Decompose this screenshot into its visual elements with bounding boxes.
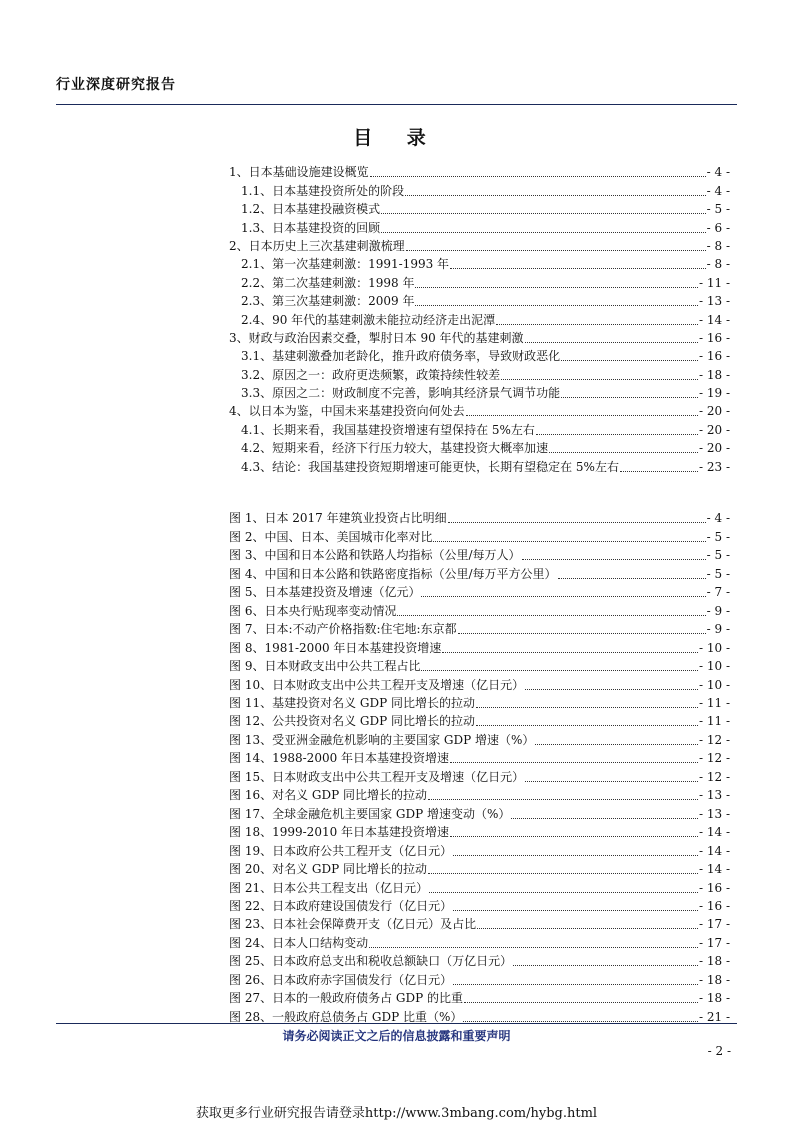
dot-leader [381,232,706,233]
figure-entry-label: 图 2、中国、日本、美国城市化率对比 [229,529,433,544]
figure-entry[interactable] [229,988,730,1006]
figure-entry[interactable] [229,619,730,637]
toc-entry[interactable] [229,236,730,254]
toc-entry-page: - 6 - [706,220,730,235]
figure-entry[interactable] [229,914,730,932]
figure-entry-label: 图 10、日本财政支出中公共工程开支及增速（亿日元） [229,677,525,692]
dot-leader [453,855,698,856]
figure-entry[interactable] [229,840,730,858]
dot-leader [370,176,706,177]
figure-entry-label: 图 6、日本央行贴现率变动情况 [229,603,397,618]
figure-entry-page: - 18 - [698,954,730,969]
figure-entry-label: 图 8、1981-2000 年日本基建投资增速 [229,640,442,655]
toc-entry-page: - 20 - [698,404,730,419]
figure-entry[interactable] [229,748,730,766]
figure-entry-page: - 4 - [706,511,730,526]
dot-leader [496,324,698,325]
dot-leader [415,287,698,288]
toc-entry-label: 1.3、日本基建投资的回顾 [241,220,381,235]
dot-leader [428,873,698,874]
figure-entry[interactable] [229,563,730,581]
figure-entry-label: 图 14、1988-2000 年日本基建投资增速 [229,751,450,766]
toc-entry-page: - 16 - [698,330,730,345]
figure-entry-label: 图 5、日本基建投资及增速（亿元） [229,585,421,600]
figure-entry-label: 图 23、日本社会保障费开支（亿日元）及占比 [229,917,477,932]
figure-entry-page: - 13 - [698,806,730,821]
figure-entry-label: 图 26、日本政府赤字国债发行（亿日元） [229,972,453,987]
toc-entry[interactable] [229,346,730,364]
toc-entry-label: 4.3、结论：我国基建投资短期增速可能更快，长期有望稳定在 5%左右 [241,459,619,474]
toc-entry-label: 2.2、第二次基建刺激：1998 年 [241,275,415,290]
dot-leader [421,670,698,671]
toc-entry-label: 1、日本基础设施建设概览 [229,165,369,180]
figure-entry-page: - 5 - [706,566,730,581]
figure-entry-page: - 9 - [706,622,730,637]
dot-leader [442,652,698,653]
toc-entry[interactable] [229,272,730,290]
toc-entry-page: - 8 - [706,238,730,253]
figure-entry[interactable] [229,822,730,840]
figure-entry-page: - 16 - [698,898,730,913]
figure-entry-label: 图 18、1999-2010 年日本基建投资增速 [229,825,450,840]
toc-entry-label: 3、财政与政治因素交叠，掣肘日本 90 年代的基建刺激 [229,330,524,345]
figure-entry[interactable] [229,803,730,821]
toc-entry-page: - 20 - [698,441,730,456]
figure-entry[interactable] [229,582,730,600]
figure-entry[interactable] [229,637,730,655]
figure-entry-page: - 14 - [698,825,730,840]
dot-leader [406,250,706,251]
figure-entry-label: 图 9、日本财政支出中公共工程占比 [229,659,421,674]
footer-divider [56,1023,737,1024]
dot-leader [525,781,698,782]
toc-entry-label: 4、以日本为鉴，中国未来基建投资向何处去 [229,404,465,419]
toc-entry[interactable] [229,162,730,180]
toc-entry-label: 2、日本历史上三次基建刺激梳理 [229,238,405,253]
download-link-text[interactable]: 获取更多行业研究报告请登录http://www.3mbang.com/hybg.html [195,1106,598,1121]
dot-leader [433,541,705,542]
figure-entry-label: 图 19、日本政府公共工程开支（亿日元） [229,843,453,858]
dot-leader [415,305,698,306]
toc-entry-page: - 18 - [698,367,730,382]
dot-leader [535,744,698,745]
toc-entry-page: - 5 - [706,202,730,217]
toc-entry-label: 2.1、第一次基建刺激：1991-1993 年 [241,257,450,272]
figure-entry-page: - 21 - [698,1009,730,1024]
figure-entry-page: - 7 - [706,585,730,600]
dot-leader [453,984,698,985]
figure-entry-page: - 12 - [698,769,730,784]
figure-entry-label: 图 20、对名义 GDP 同比增长的拉动 [229,862,427,877]
figure-entry-label: 图 13、受亚洲金融危机影响的主要国家 GDP 增速（%） [229,732,535,747]
dot-leader [620,471,698,472]
toc-entry[interactable] [229,254,730,272]
toc-entry-page: - 4 - [706,183,730,198]
toc-entry-label: 2.4、90 年代的基建刺激未能拉动经济走出泥潭 [241,312,496,327]
page-number: - 2 - [707,1044,731,1058]
dot-leader [450,762,698,763]
toc-heading: 目 录 [353,127,440,149]
figure-entry-page: - 12 - [698,732,730,747]
toc-entry[interactable] [229,401,730,419]
dot-leader [501,379,698,380]
toc-entry[interactable] [229,419,730,437]
figure-entry-label: 图 17、全球金融危机主要国家 GDP 增速变动（%） [229,806,511,821]
figure-entry-label: 图 22、日本政府建设国债发行（亿日元） [229,898,453,913]
figure-entry[interactable] [229,877,730,895]
dot-leader [522,559,706,560]
figure-entry[interactable] [229,656,730,674]
toc-entry-page: - 19 - [698,386,730,401]
dot-leader [381,213,706,214]
list-of-figures [229,508,730,1025]
header-divider [56,104,737,105]
dot-leader [428,799,698,800]
figure-entry[interactable] [229,896,730,914]
figure-entry-label: 图 7、日本:不动产价格指数:住宅地:东京都 [229,622,457,637]
dot-leader [558,578,706,579]
figure-entry-label: 图 1、日本 2017 年建筑业投资占比明细 [229,511,447,526]
toc-entry[interactable] [229,364,730,382]
figure-entry-page: - 5 - [706,548,730,563]
figure-entry-page: - 18 - [698,972,730,987]
figure-entry-label: 图 12、公共投资对名义 GDP 同比增长的拉动 [229,714,475,729]
dot-leader [466,415,698,416]
toc-entry-label: 3.3、原因之二：财政制度不完善，影响其经济景气调节功能 [241,386,561,401]
dot-leader [476,707,698,708]
toc-entry-page: - 23 - [698,459,730,474]
dot-leader [421,596,705,597]
table-of-contents [229,162,730,475]
dot-leader [448,522,706,523]
figure-entry-label: 图 15、日本财政支出中公共工程开支及增速（亿日元） [229,769,525,784]
figure-entry-label: 图 21、日本公共工程支出（亿日元） [229,880,429,895]
figure-entry-page: - 11 - [698,695,730,710]
toc-entry-page: - 8 - [706,257,730,272]
figure-entry[interactable] [229,969,730,987]
figure-entry-page: - 9 - [706,603,730,618]
figure-entry[interactable] [229,526,730,544]
figure-entry-page: - 11 - [698,714,730,729]
toc-entry-page: - 13 - [698,294,730,309]
figure-entry[interactable] [229,766,730,784]
figure-entry-page: - 10 - [698,640,730,655]
toc-entry-page: - 20 - [698,422,730,437]
dot-leader [369,947,698,948]
dot-leader [464,1002,698,1003]
dot-leader [453,910,698,911]
figure-entry-label: 图 4、中国和日本公路和铁路密度指标（公里/每万平方公里） [229,566,557,581]
toc-entry[interactable] [229,199,730,217]
figure-entry-page: - 12 - [698,751,730,766]
figure-entry-label: 图 16、对名义 GDP 同比增长的拉动 [229,788,427,803]
figure-entry-page: - 14 - [698,843,730,858]
dot-leader [513,965,698,966]
figure-entry[interactable] [229,932,730,950]
figure-entry-label: 图 28、一般政府总债务占 GDP 比重（%） [229,1009,463,1024]
figure-entry[interactable] [229,951,730,969]
toc-entry-label: 3.2、原因之一：政府更迭频繁，政策持续性较差 [241,367,501,382]
dot-leader [397,615,705,616]
figure-entry-page: - 10 - [698,677,730,692]
dot-leader [561,360,698,361]
figure-entry[interactable] [229,508,730,526]
figure-entry[interactable] [229,545,730,563]
dot-leader [476,725,698,726]
toc-entry[interactable] [229,309,730,327]
toc-entry-label: 2.3、第三次基建刺激：2009 年 [241,294,415,309]
figure-entry-label: 图 27、日本的一般政府债务占 GDP 的比重 [229,991,463,1006]
figure-entry-page: - 16 - [698,880,730,895]
figure-entry[interactable] [229,729,730,747]
figure-entry-label: 图 3、中国和日本公路和铁路人均指标（公里/每万人） [229,548,521,563]
figure-entry-page: - 13 - [698,788,730,803]
toc-entry[interactable] [229,438,730,456]
toc-entry-page: - 16 - [698,349,730,364]
toc-entry[interactable] [229,217,730,235]
figure-entry-label: 图 24、日本人口结构变动 [229,935,369,950]
dot-leader [405,195,706,196]
dot-leader [549,452,698,453]
dot-leader [525,342,698,343]
dot-leader [525,689,698,690]
toc-entry[interactable] [229,328,730,346]
toc-entry-label: 1.1、日本基建投资所处的阶段 [241,183,405,198]
toc-entry-label: 1.2、日本基建投融资模式 [241,202,381,217]
toc-entry[interactable] [229,383,730,401]
dot-leader [536,434,698,435]
disclaimer-notice: 请务必阅读正文之后的信息披露和重要声明 [282,1029,511,1043]
dot-leader [463,1021,698,1022]
report-type-title: 行业深度研究报告 [56,77,176,93]
toc-entry-label: 3.1、基建刺激叠加老龄化，推升政府债务率，导致财政恶化 [241,349,561,364]
figure-entry-page: - 18 - [698,991,730,1006]
dot-leader [450,836,698,837]
toc-entry[interactable] [229,180,730,198]
figure-entry[interactable] [229,711,730,729]
figure-entry-label: 图 11、基建投资对名义 GDP 同比增长的拉动 [229,695,475,710]
figure-entry[interactable] [229,859,730,877]
toc-entry-page: - 14 - [698,312,730,327]
dot-leader [458,633,706,634]
dot-leader [477,928,698,929]
figure-entry-page: - 17 - [698,917,730,932]
figure-entry[interactable] [229,693,730,711]
figure-entry-page: - 5 - [706,529,730,544]
figure-entry[interactable] [229,600,730,618]
toc-entry-label: 4.1、长期来看，我国基建投资增速有望保持在 5%左右 [241,422,535,437]
figure-entry[interactable] [229,1006,730,1024]
dot-leader [450,268,706,269]
toc-entry[interactable] [229,456,730,474]
toc-entry-page: - 4 - [706,165,730,180]
figure-entry-page: - 17 - [698,935,730,950]
dot-leader [429,892,698,893]
figure-entry[interactable] [229,674,730,692]
figure-entry-label: 图 25、日本政府总支出和税收总额缺口（万亿日元） [229,954,513,969]
toc-entry[interactable] [229,291,730,309]
figure-entry-page: - 14 - [698,862,730,877]
toc-entry-page: - 11 - [698,275,730,290]
figure-entry[interactable] [229,785,730,803]
dot-leader [561,397,698,398]
toc-entry-label: 4.2、短期来看，经济下行压力较大，基建投资大概率加速 [241,441,549,456]
dot-leader [511,818,698,819]
figure-entry-page: - 10 - [698,659,730,674]
